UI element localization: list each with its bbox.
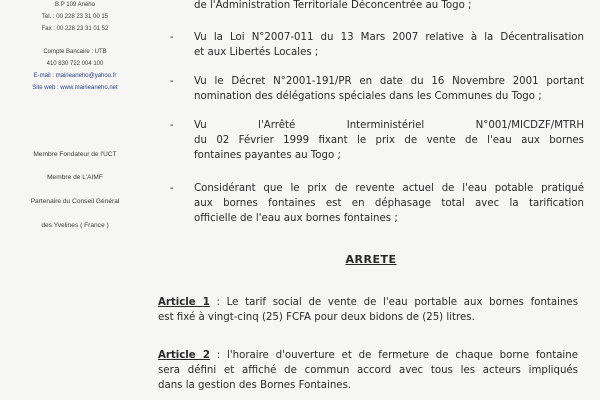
bank-account-label: Compte Bancaire : UTB [43,49,107,55]
letterhead-sidebar [0,0,150,400]
partner-council-yvelines: des Yvelines ( France ) [41,222,109,229]
membership-uct: Membre Fondateur de l'UCT [33,151,117,158]
consideration-line: fontaines payantes au Togo ; [194,150,341,161]
postal-box: B.P 109 Aného [55,2,95,8]
article-2-first-line [158,348,578,363]
consideration-line: du 02 Février 1999 fixant le prix de vente de l'eau aux bornes [194,135,584,146]
fax: Fax : 00 228 23 31 01 52 [41,26,109,32]
membership-aimf: Membre de L'AIMF [47,174,103,181]
partner-council: Partenaire du Conseil Général [30,198,120,205]
article-2-text: : l'horaire d'ouverture et de fermeture de chaque borne fontaine [209,350,578,361]
arrete-title: ARRETE [345,253,397,266]
telephone: Tel. : 00 228 23 31 00 15 [41,14,109,20]
article-1-label: Article 1 [158,297,210,308]
consideration-line: nomination des délégations spéciales dans les Communes du Togo ; [194,91,542,102]
consideration-line: Vu la Loi N°2007-011 du 13 Mars 2007 relative à la Décentralisation [194,32,584,43]
article-1-first-line [158,295,578,310]
consideration-line: officielle de l'eau aux bornes fontaines ; [194,213,398,224]
consideration-line: et aux Libertés Locales ; [194,47,319,58]
bullet-dash: - [170,183,174,194]
consideration-line: Vu le Décret N°2001-191/PR en date du 16 Novembre 2001 portant [194,76,584,87]
bank-account-number: 410 830 722 004 100 [46,61,104,67]
website[interactable]: Site web : www.mairieaneho.net [32,85,118,91]
bullet-dash: - [170,32,174,43]
email[interactable]: E-mail : mairieaneho@yahoo.fr [33,73,117,79]
consideration-line: aux bornes fontaines est en déphasage total avec la tarification [194,198,584,209]
bullet-dash: - [170,120,174,131]
bullet-dash: - [170,76,174,87]
article-2-continuation: sera défini et affiché de commun accord avec tous les acteurs impliqués [158,365,578,376]
document-body [156,0,586,400]
article-1-continuation: est fixé à vingt-cinq (25) FCFA pour deux bidons de (25) litres. [158,312,475,323]
article-1-text: : Le tarif social de vente de l'eau portable aux bornes fontaines [209,297,579,308]
article-2-label: Article 2 [158,350,210,361]
article-2-continuation: dans la gestion des Bornes Fontaines. [158,380,352,391]
consideration-line: de l'Administration Territoriale Déconcentrée au Togo ; [194,0,472,11]
consideration-line: Considérant que le prix de revente actuel de l'eau potable pratiqué [194,183,584,194]
consideration-line: Vu l'Arrêté Interministériel N°001/MICDZF/MTRH [194,120,584,131]
